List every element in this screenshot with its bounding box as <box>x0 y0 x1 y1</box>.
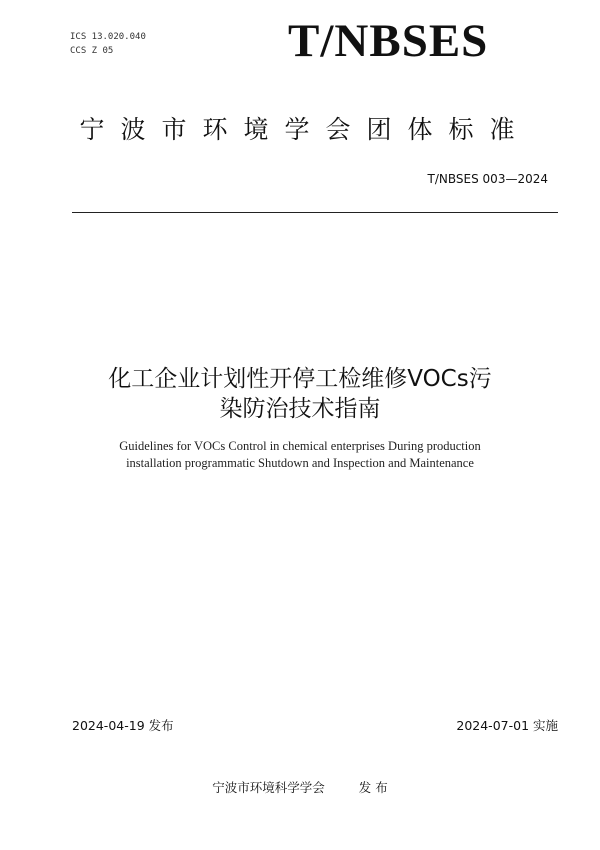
document-title-en <box>0 438 600 472</box>
issuer-line <box>0 778 600 796</box>
issuer-name: 宁波市环境科学学会 <box>212 780 325 795</box>
title-cn-line-2: 染防治技术指南 <box>219 396 381 422</box>
ccs-code: CCS Z 05 <box>70 46 114 56</box>
classification-codes <box>70 30 146 58</box>
ics-code: ICS 13.020.040 <box>70 32 146 42</box>
title-cn-line-1: 化工企业计划性开停工检维修VOCs污 <box>108 366 492 392</box>
standard-code: T/NBSES 003—2024 <box>427 172 548 186</box>
implementation-date: 2024-07-01 实施 <box>456 718 558 733</box>
organization-title: 宁波市环境学会团体标准 <box>79 115 531 144</box>
title-en-line-1: Guidelines for VOCs Control in chemical enterprises During production <box>119 439 481 453</box>
brand-mark: T/NBSES <box>288 15 489 67</box>
title-en-line-2: installation programmatic Shutdown and Inspection and Maintenance <box>126 456 474 470</box>
document-title-cn <box>0 364 600 424</box>
publish-date: 2024-04-19 发布 <box>72 718 174 733</box>
header-divider <box>72 212 558 213</box>
issuer-action: 发 布 <box>358 780 388 795</box>
